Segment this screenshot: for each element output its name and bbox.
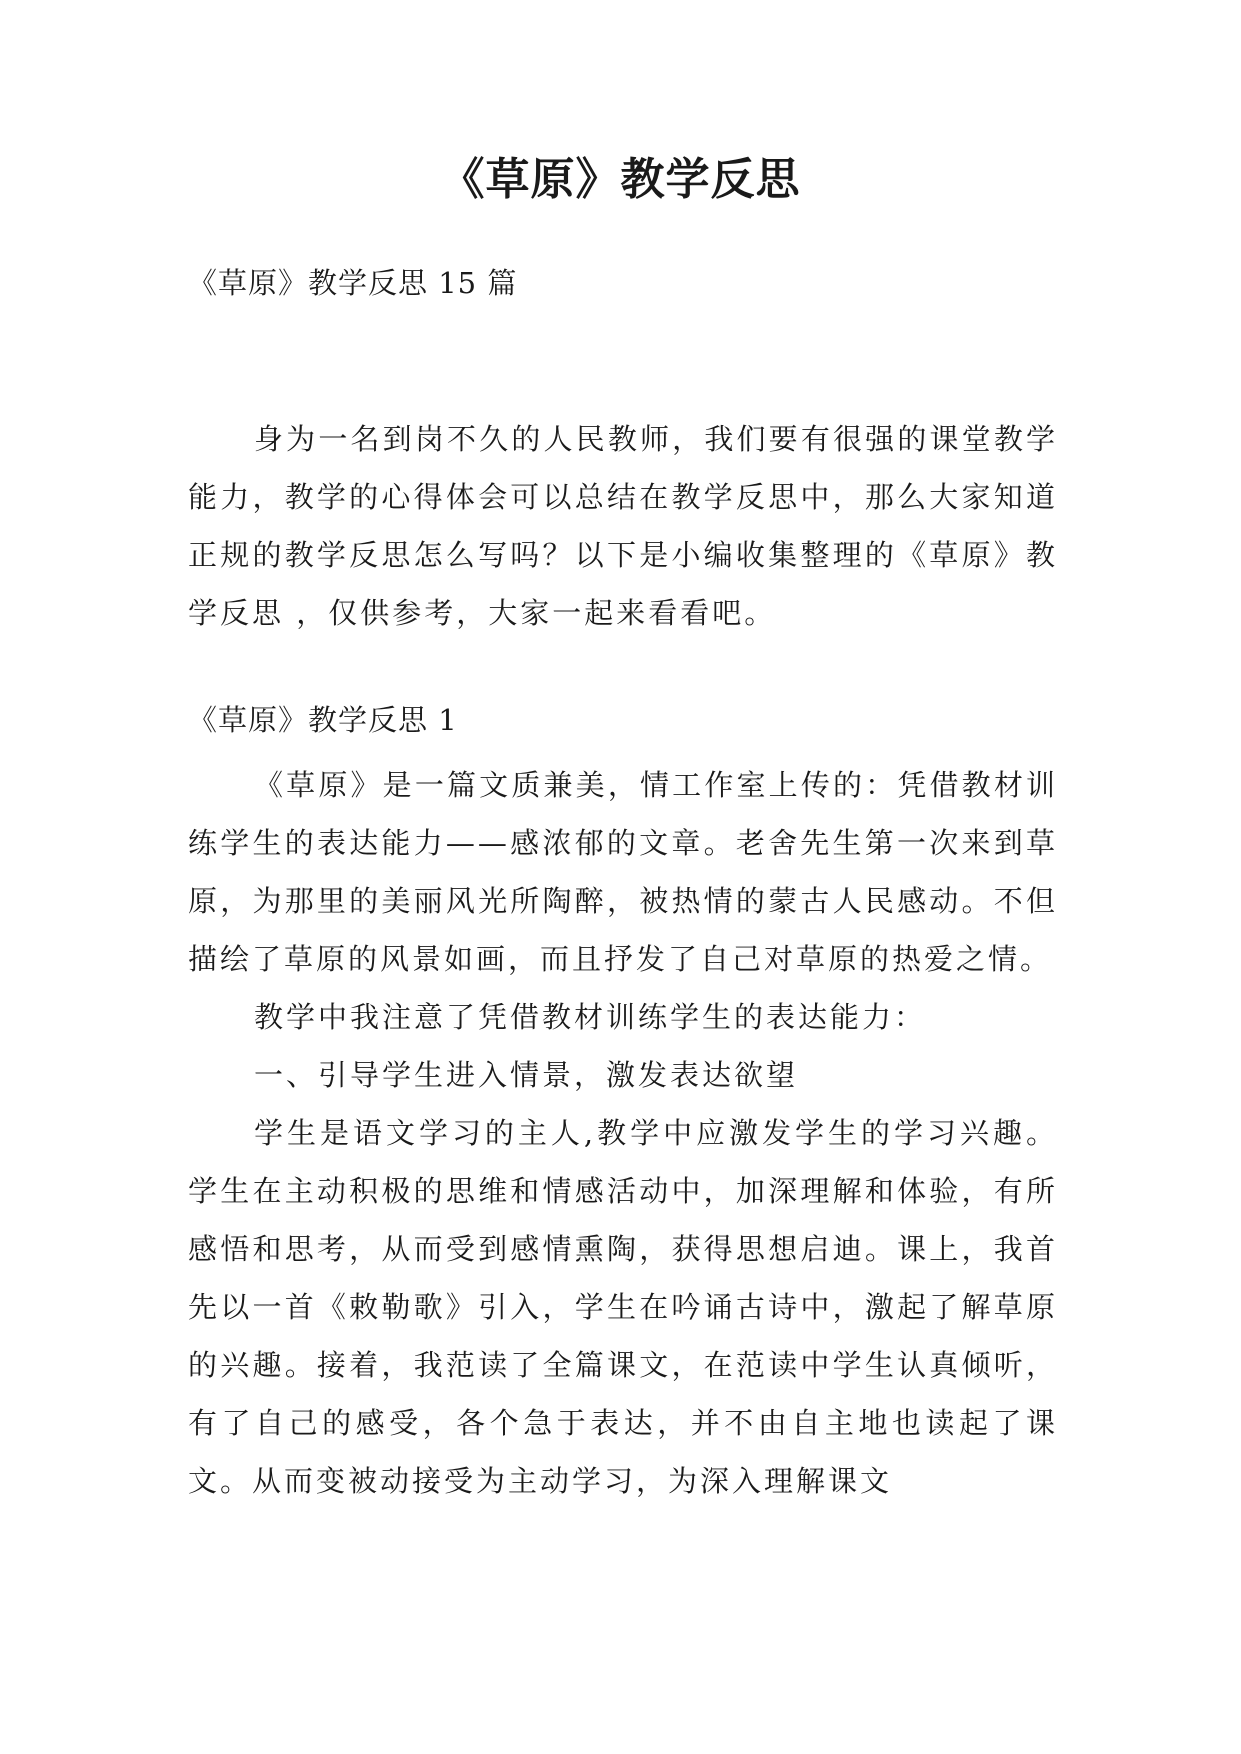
- body-paragraph: 教学中我注意了凭借教材训练学生的表达能力：: [254, 1000, 927, 1034]
- section-heading: 《草原》教学反思 1: [188, 703, 458, 737]
- body-paragraph: 一、引导学生进入情景，激发表达欲望: [254, 1058, 799, 1092]
- body-paragraph: 《草原》是一篇文质兼美，情工作室上传的：凭借教材训练学生的表达能力——感浓郁的文章。老舍先生第一次来到草原，为那里的美丽风光所陶醉，被热情的蒙古人民感动。不但描绘了草原的风景如画，而且抒发了自己对草原的热爱之情。: [188, 768, 1058, 976]
- document-title: 《草原》教学反思: [440, 154, 801, 205]
- intro-paragraph: 身为一名到岗不久的人民教师，我们要有很强的课堂教学能力，教学的心得体会可以总结在教学反思中，那么大家知道正规的教学反思怎么写吗？以下是小编收集整理的《草原》教学反思 ，仅供参考，大家一起来看看吧。: [188, 422, 1058, 630]
- body-paragraph: 学生是语文学习的主人,教学中应激发学生的学习兴趣。学生在主动积极的思维和情感活动中，加深理解和体验，有所感悟和思考，从而受到感情熏陶，获得思想启迪。课上，我首先以一首《敕勒歌》引入，学生在吟诵古诗中，激起了解草原的兴趣。接着，我范读了全篇课文，在范读中学生认真倾听，有了自己的感受，各个急于表达，并不由自主地也读起了课文。从而变被动接受为主动学习，为深入理解课文: [188, 1116, 1058, 1498]
- section-1: [188, 698, 1058, 1510]
- document-subtitle: 《草原》教学反思 15 篇: [188, 266, 518, 300]
